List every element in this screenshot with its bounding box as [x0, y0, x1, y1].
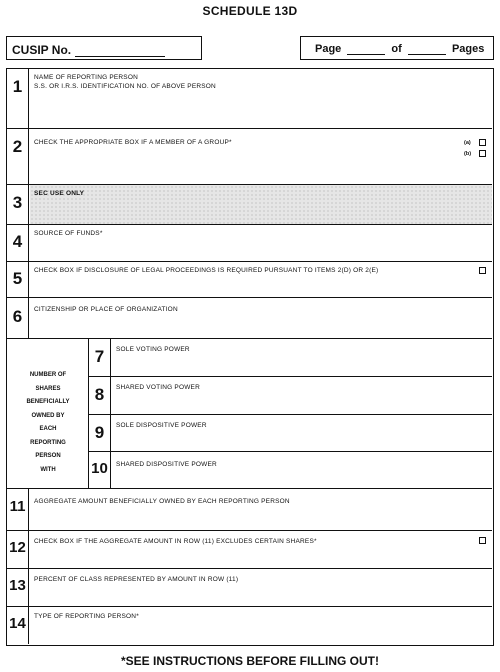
row-number: 12 — [7, 531, 29, 568]
row-4-label: SOURCE OF FUNDS* — [34, 230, 103, 237]
page-number-field[interactable] — [347, 44, 385, 55]
schedule-form — [6, 68, 494, 646]
excludes-shares-checkbox[interactable] — [479, 537, 486, 544]
shares-text-line: EACH — [39, 426, 57, 432]
row-number: 7 — [89, 339, 111, 376]
row-5 — [7, 262, 492, 298]
shares-text-line: WITH — [40, 466, 56, 473]
row-number: 5 — [7, 262, 29, 297]
shaded-area — [30, 185, 492, 224]
row-1-label-2: S.S. OR I.R.S. IDENTIFICATION NO. OF ABOVE PERSON — [34, 83, 216, 90]
row-5-label: CHECK BOX IF DISCLOSURE OF LEGAL PROCEEDINGS IS REQUIRED PURSUANT TO ITEMS 2(D) OR 2(E) — [34, 267, 379, 274]
row-number: 8 — [89, 377, 111, 414]
shares-text-line: PERSON — [35, 453, 61, 459]
row-12-label: CHECK BOX IF THE AGGREGATE AMOUNT IN ROW (11) EXCLUDES CERTAIN SHARES* — [34, 538, 317, 545]
row-3 — [7, 185, 492, 225]
group-checkbox-b[interactable] — [479, 150, 486, 157]
row-10-label: SHARED DISPOSITIVE POWER — [116, 461, 217, 468]
row-number: 3 — [7, 185, 29, 224]
row-1-label: NAME OF REPORTING PERSON — [34, 74, 138, 81]
row-9[interactable] — [89, 415, 492, 452]
row-13-label: PERCENT OF CLASS REPRESENTED BY AMOUNT IN ROW (11) — [34, 576, 239, 583]
row-number: 11 — [7, 489, 29, 530]
row-6[interactable] — [7, 298, 492, 339]
shares-text-line: NUMBER OF — [29, 372, 67, 378]
row-number: 13 — [7, 569, 29, 606]
row-4[interactable] — [7, 225, 492, 262]
shares-block — [7, 339, 89, 489]
group-checkbox-a[interactable] — [479, 139, 486, 146]
row-number: 1 — [7, 69, 29, 128]
row-14-label: TYPE OF REPORTING PERSON* — [34, 613, 139, 620]
row-number: 9 — [89, 415, 111, 451]
cusip-field[interactable] — [75, 46, 165, 57]
row-3-label: SEC USE ONLY — [34, 190, 85, 197]
row-number: 14 — [7, 607, 29, 644]
row-12 — [7, 531, 492, 569]
row-7-label: SOLE VOTING POWER — [116, 346, 190, 353]
row-number: 10 — [89, 452, 111, 488]
row-9-label: SOLE DISPOSITIVE POWER — [116, 422, 207, 429]
option-b-label: (b) — [464, 151, 472, 157]
row-11-label: AGGREGATE AMOUNT BENEFICIALLY OWNED BY EACH REPORTING PERSON — [34, 498, 290, 505]
shares-block-text — [7, 369, 89, 477]
option-a-label: (a) — [464, 140, 471, 146]
row-11[interactable] — [7, 489, 492, 531]
row-13[interactable] — [7, 569, 492, 607]
row-8-label: SHARED VOTING POWER — [116, 384, 200, 391]
shares-text-line: REPORTING — [30, 439, 66, 446]
page-label: Page — [315, 43, 342, 55]
row-number: 4 — [7, 225, 29, 261]
pages-label: Pages — [451, 43, 485, 55]
cusip-label: CUSIP No. — [12, 43, 72, 57]
page-title: SCHEDULE 13D — [202, 4, 298, 18]
shares-text-line: OWNED BY — [31, 412, 65, 419]
row-14[interactable] — [7, 607, 492, 644]
row-number: 6 — [7, 298, 29, 338]
row-8[interactable] — [89, 377, 492, 415]
legal-proceedings-checkbox[interactable] — [479, 267, 486, 274]
cusip-box — [6, 36, 202, 60]
shares-text-line: SHARES — [35, 385, 61, 392]
of-label: of — [391, 43, 402, 55]
page-count-box — [300, 36, 494, 60]
row-6-label: CITIZENSHIP OR PLACE OF ORGANIZATION — [34, 306, 178, 313]
row-1[interactable] — [7, 69, 492, 129]
row-number: 2 — [7, 129, 29, 184]
total-pages-field[interactable] — [408, 44, 446, 55]
row-7[interactable] — [89, 339, 492, 377]
row-2 — [7, 129, 492, 185]
shares-text-line: BENEFICIALLY — [26, 399, 70, 405]
footer-note: *SEE INSTRUCTIONS BEFORE FILLING OUT! — [120, 654, 379, 668]
row-2-label: CHECK THE APPROPRIATE BOX IF A MEMBER OF A GROUP* — [34, 139, 232, 146]
row-10[interactable] — [89, 452, 492, 489]
